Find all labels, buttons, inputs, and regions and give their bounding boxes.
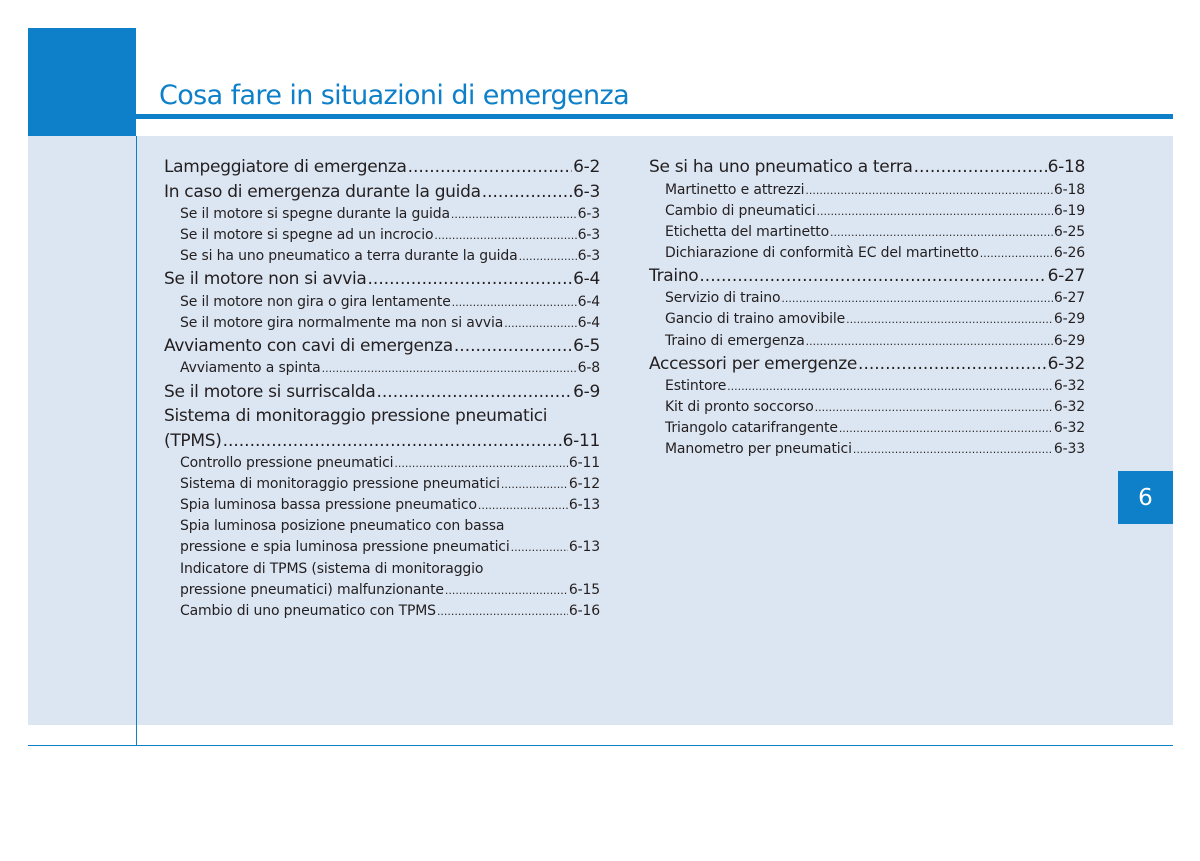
toc-entry-page: 6-33 [1053, 441, 1085, 458]
toc-subentry[interactable] [164, 580, 600, 601]
toc-entry-label: Avviamento a spinta [180, 360, 321, 377]
dot-leader [858, 352, 1047, 377]
toc-entry[interactable] [164, 155, 600, 180]
toc-entry-page: 6-13 [568, 539, 600, 556]
toc-entry-label: Sistema di monitoraggio pressione pneumatici [180, 476, 500, 493]
dot-leader [501, 474, 568, 495]
dot-leader [223, 429, 562, 454]
toc-entry-label: Se si ha uno pneumatico a terra durante la guida [180, 248, 518, 265]
dot-leader [839, 418, 1053, 439]
toc-entry-page: 6-12 [568, 476, 600, 493]
toc-entry-page: 6-4 [573, 269, 600, 290]
title-divider [136, 114, 1173, 119]
dot-leader [478, 495, 568, 516]
dot-leader [482, 180, 572, 205]
toc-entry-page: 6-8 [577, 360, 600, 377]
toc-column-left [164, 155, 600, 622]
toc-subentry[interactable] [164, 601, 600, 622]
dot-leader [504, 313, 576, 334]
toc-entry-page: 6-3 [577, 248, 600, 265]
toc-entry[interactable] [164, 334, 600, 359]
toc-entry-label: Avviamento con cavi di emergenza [164, 335, 453, 356]
toc-entry-page: 6-11 [568, 455, 600, 472]
toc-entry-page: 6-11 [562, 430, 600, 451]
toc-column-right [649, 155, 1085, 461]
toc-subentry[interactable] [649, 439, 1085, 460]
margin-rule [136, 136, 137, 746]
toc-entry[interactable] [164, 180, 600, 205]
toc-entry-page: 6-27 [1047, 265, 1085, 286]
dot-leader [853, 439, 1053, 460]
page-title: Cosa fare in situazioni di emergenza [159, 80, 630, 111]
toc-subentry[interactable] [164, 204, 600, 225]
footer-rule [28, 745, 1173, 746]
toc-entry-page: 6-4 [577, 293, 600, 310]
toc-entry-page: 6-9 [573, 381, 600, 402]
toc-entry-label: Se il motore non gira o gira lentamente [180, 293, 451, 310]
toc-entry-label: Se il motore gira normalmente ma non si avvia [180, 314, 504, 331]
toc-entry[interactable] [649, 352, 1085, 377]
toc-subentry[interactable] [649, 180, 1085, 201]
dot-leader [781, 288, 1052, 309]
dot-leader [980, 243, 1053, 264]
toc-entry-label: Se si ha uno pneumatico a terra [649, 157, 913, 177]
toc-entry-page: 6-4 [577, 314, 600, 331]
toc-subentry[interactable] [164, 358, 600, 379]
dot-leader [322, 358, 577, 379]
toc-entry[interactable] [649, 155, 1085, 180]
toc-entry[interactable] [649, 264, 1085, 289]
toc-entry-label: Cambio di uno pneumatico con TPMS [180, 602, 436, 619]
toc-entry-label: Etichetta del martinetto [665, 223, 830, 240]
toc-entry-page: 6-32 [1047, 353, 1085, 374]
toc-subentry[interactable] [164, 474, 600, 495]
toc-entry-page: 6-29 [1053, 311, 1085, 328]
chapter-tab[interactable]: 6 [1118, 471, 1173, 524]
toc-subentry-label-line1[interactable]: Spia luminosa posizione pneumatico con bassa [180, 518, 505, 535]
toc-subentry[interactable] [649, 376, 1085, 397]
toc-entry-label: Martinetto e attrezzi [665, 181, 805, 198]
toc-entry-label: Estintore [665, 378, 727, 395]
toc-entry-page: 6-18 [1053, 181, 1085, 198]
toc-entry-page: 6-13 [568, 497, 600, 514]
toc-entry-page: 6-26 [1053, 244, 1085, 261]
toc-subentry[interactable] [164, 495, 600, 516]
toc-entry-page: 6-3 [577, 227, 600, 244]
toc-entry[interactable] [164, 267, 600, 292]
dot-leader [806, 331, 1053, 352]
toc-entry-label: Triangolo catarifrangente [665, 420, 838, 437]
toc-entry-label: In caso di emergenza durante la guida [164, 181, 481, 202]
toc-subentry[interactable] [649, 222, 1085, 243]
toc-subentry[interactable] [164, 453, 600, 474]
dot-leader [511, 537, 568, 558]
toc-entry-page: 6-19 [1053, 202, 1085, 219]
toc-entry-label: Traino [649, 265, 699, 286]
toc-entry-page: 6-5 [573, 335, 600, 356]
toc-entry-page: 6-29 [1053, 332, 1085, 349]
toc-subentry[interactable] [164, 313, 600, 334]
toc-subentry[interactable] [164, 537, 600, 558]
dot-leader [408, 155, 573, 180]
toc-entry[interactable] [164, 429, 600, 454]
dot-leader [699, 264, 1046, 289]
toc-subentry[interactable] [649, 331, 1085, 352]
toc-entry-label-line1[interactable]: Sistema di monitoraggio pressione pneumatici [164, 406, 548, 427]
dot-leader [454, 334, 572, 359]
toc-entry-label: Dichiarazione di conformità EC del martinetto [665, 244, 979, 261]
toc-entry-page: 6-32 [1053, 420, 1085, 437]
toc-entry-page: 6-32 [1053, 378, 1085, 395]
toc-entry-label: Controllo pressione pneumatici [180, 455, 394, 472]
dot-leader [434, 225, 576, 246]
dot-leader [816, 201, 1052, 222]
toc-subentry[interactable] [649, 288, 1085, 309]
toc-entry-page: 6-2 [573, 157, 600, 177]
toc-entry-page: 6-32 [1053, 399, 1085, 416]
toc-entry-label: Se il motore si spegne durante la guida [180, 206, 450, 222]
dot-leader [452, 292, 577, 313]
dot-leader [437, 601, 568, 622]
toc-entry-label: pressione e spia luminosa pressione pneumatici [180, 539, 510, 556]
toc-entry-page: 6-25 [1053, 223, 1085, 240]
toc-subentry[interactable] [649, 397, 1085, 418]
toc-entry-label: Cambio di pneumatici [665, 202, 816, 219]
toc-subentry-label-line1[interactable]: Indicatore di TPMS (sistema di monitoraggio [180, 560, 484, 577]
dot-leader [451, 204, 577, 225]
toc-entry-label: Se il motore si surriscalda [164, 381, 376, 402]
toc-subentry[interactable] [649, 418, 1085, 439]
toc-entry-label: Lampeggiatore di emergenza [164, 157, 407, 177]
toc-subentry[interactable] [164, 292, 600, 313]
dot-leader [445, 580, 568, 601]
dot-leader [815, 397, 1053, 418]
toc-entry-label: Gancio di traino amovibile [665, 311, 846, 328]
toc-entry-label: Spia luminosa bassa pressione pneumatico [180, 497, 477, 514]
toc-entry-label: Manometro per pneumatici [665, 441, 852, 458]
toc-subentry[interactable] [649, 309, 1085, 330]
dot-leader [830, 222, 1053, 243]
toc-entry-page: 6-15 [568, 581, 600, 598]
toc-entry-page: 6-3 [573, 181, 600, 202]
toc-entry-label: (TPMS) [164, 430, 222, 451]
toc-entry-label: Se il motore si spegne ad un incrocio [180, 227, 434, 244]
toc-entry-label: Accessori per emergenze [649, 353, 858, 374]
dot-leader [376, 380, 572, 405]
toc-subentry[interactable] [164, 246, 600, 267]
toc-entry-label: Servizio di traino [665, 290, 781, 307]
dot-leader [805, 180, 1052, 201]
dot-leader [519, 246, 577, 267]
toc-entry-label: pressione pneumatici) malfunzionante [180, 581, 444, 598]
dot-leader [368, 267, 573, 292]
toc-subentry[interactable] [649, 201, 1085, 222]
toc-entry[interactable] [164, 380, 600, 405]
dot-leader [914, 155, 1047, 180]
dot-leader [394, 453, 567, 474]
dot-leader [727, 376, 1053, 397]
dot-leader [846, 309, 1053, 330]
toc-entry-label: Se il motore non si avvia [164, 269, 367, 290]
header-color-block [28, 28, 136, 136]
toc-subentry[interactable] [164, 225, 600, 246]
toc-entry-page: 6-16 [568, 602, 600, 619]
toc-entry-page: 6-18 [1047, 157, 1085, 177]
toc-entry-page: 6-3 [577, 206, 600, 222]
toc-entry-page: 6-27 [1053, 290, 1085, 307]
toc-subentry[interactable] [649, 243, 1085, 264]
toc-entry-label: Traino di emergenza [665, 332, 805, 349]
toc-entry-label: Kit di pronto soccorso [665, 399, 814, 416]
